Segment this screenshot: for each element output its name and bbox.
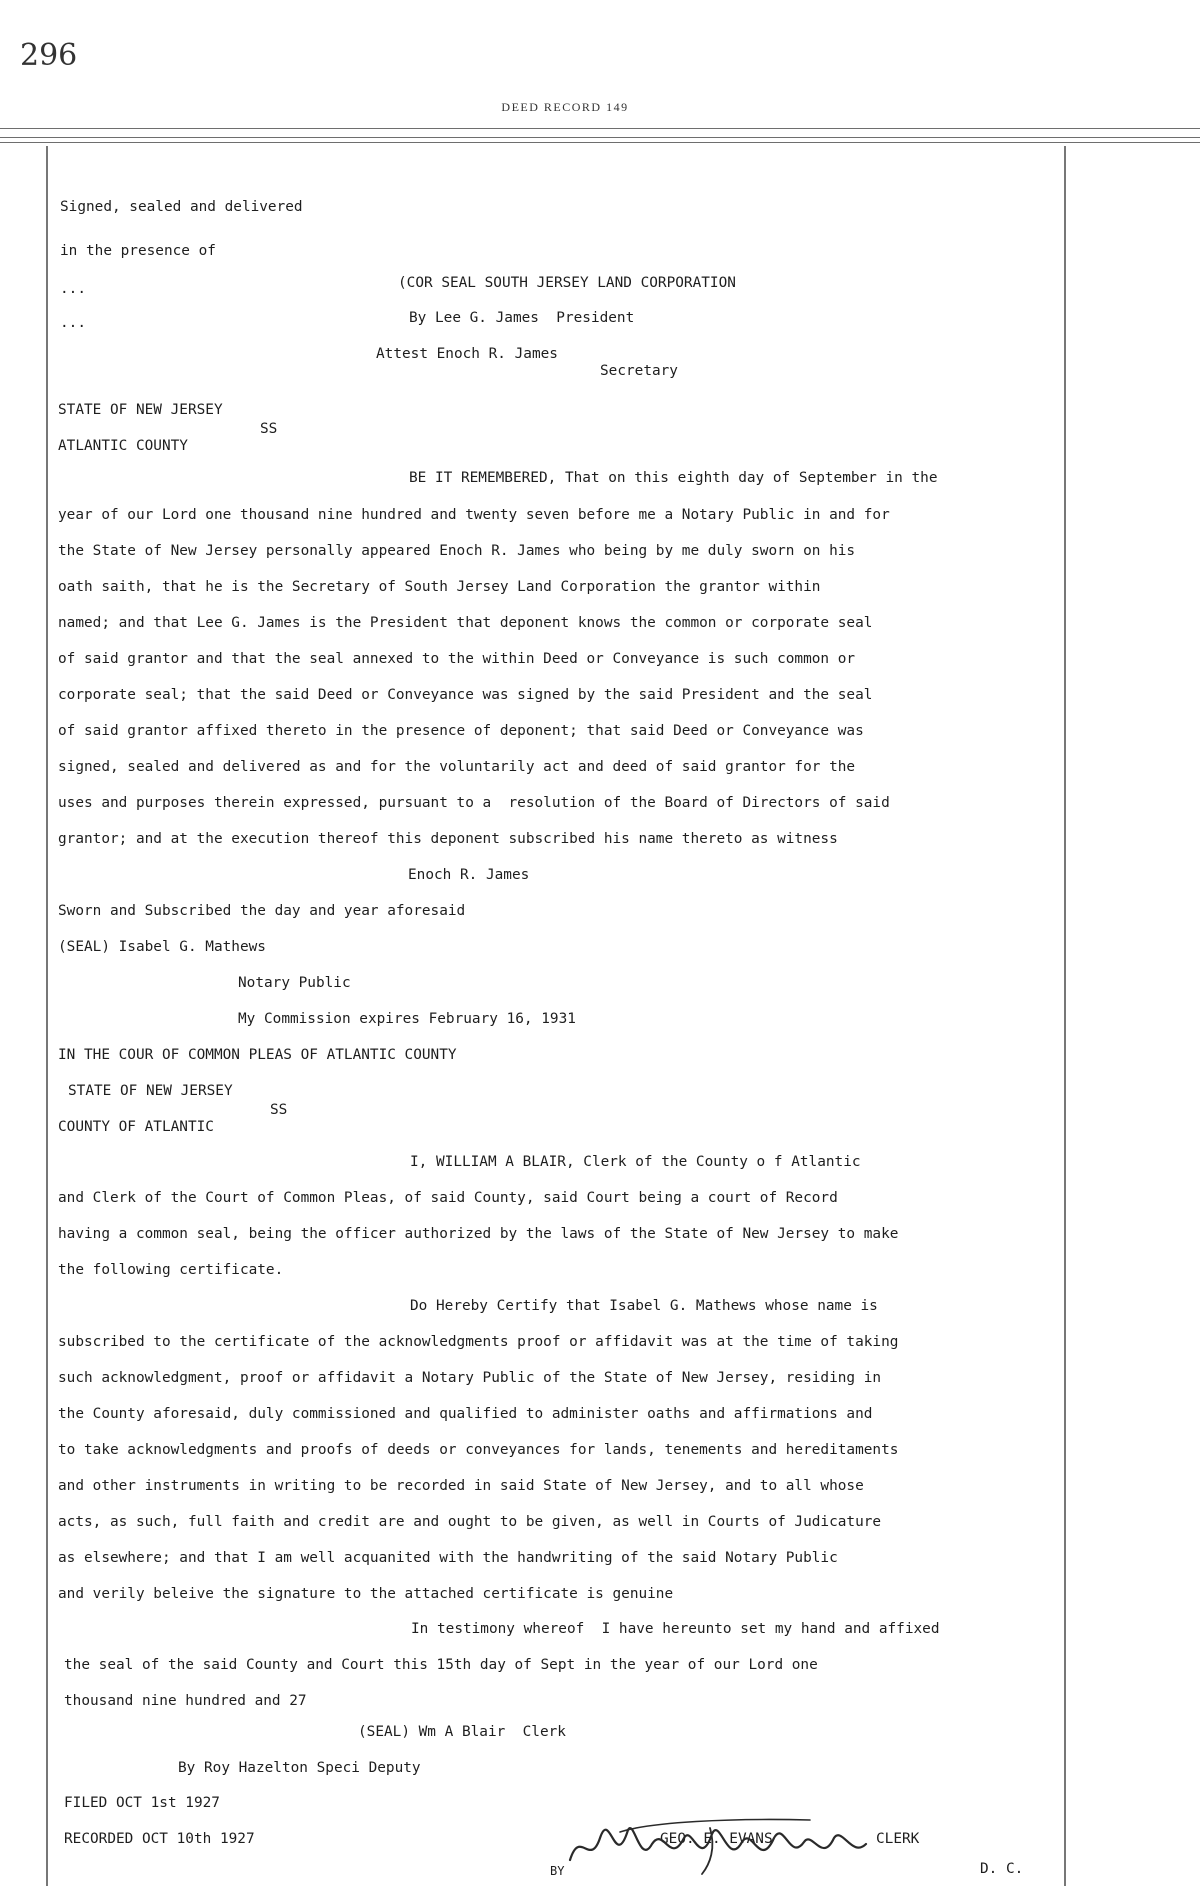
acknowledgment-line: uses and purposes therein expressed, pursuant to a resolution of the Board of Directors of said: [58, 795, 890, 811]
certificate-line: such acknowledgment, proof or affidavit a Notary Public of the State of New Jersey, residing in: [58, 1370, 882, 1386]
clerk-seal-line: (SEAL) Wm A Blair Clerk: [358, 1724, 566, 1740]
court-ss: SS: [270, 1102, 288, 1118]
acknowledgment-line: of said grantor and that the seal annexed to the within Deed or Conveyance is such common or: [58, 651, 856, 667]
witness-line: ...: [60, 281, 86, 297]
by-label: BY: [550, 1864, 565, 1878]
court-state: STATE OF NEW JERSEY: [68, 1083, 233, 1099]
county-clerk-name: GEO. E. EVANS: [660, 1831, 773, 1847]
witness-line: ...: [60, 315, 86, 331]
acknowledgment-line: year of our Lord one thousand nine hundred and twenty seven before me a Notary Public in and for: [58, 507, 890, 523]
certificate-line: Do Hereby Certify that Isabel G. Mathews whose name is: [410, 1298, 878, 1314]
certificate-line: having a common seal, being the officer authorized by the laws of the State of New Jersey to make: [58, 1226, 899, 1242]
acknowledgment-line: oath saith, that he is the Secretary of South Jersey Land Corporation the grantor within: [58, 579, 821, 595]
venue-state: STATE OF NEW JERSEY: [58, 402, 223, 418]
secretary-title: Secretary: [600, 363, 678, 379]
acknowledgment-line: the State of New Jersey personally appeared Enoch R. James who being by me duly sworn on his: [58, 543, 856, 559]
deputy-line: By Roy Hazelton Speci Deputy: [178, 1760, 421, 1776]
header-rule: [0, 128, 1200, 129]
certificate-line: and other instruments in writing to be recorded in said State of New Jersey, and to all whose: [58, 1478, 864, 1494]
acknowledgment-line: BE IT REMEMBERED, That on this eighth day of September in the: [409, 470, 938, 486]
header-rule: [0, 137, 1200, 138]
deponent-signature: Enoch R. James: [408, 867, 530, 883]
certificate-line: subscribed to the certificate of the acknowledgments proof or affidavit was at the time of taking: [58, 1334, 899, 1350]
court-heading: IN THE COUR OF COMMON PLEAS OF ATLANTIC COUNTY: [58, 1047, 457, 1063]
acknowledgment-line: named; and that Lee G. James is the President that deponent knows the common or corporate seal: [58, 615, 873, 631]
county-clerk-title: CLERK: [876, 1831, 920, 1847]
certificate-line: acts, as such, full faith and credit are and ought to be given, as well in Courts of Judicature: [58, 1514, 882, 1530]
certificate-line: thousand nine hundred and 27: [64, 1693, 307, 1709]
left-margin-line: [46, 146, 48, 1886]
page-number: 296: [20, 38, 78, 73]
attest-line: Attest Enoch R. James: [376, 346, 558, 362]
certificate-line: the seal of the said County and Court this 15th day of Sept in the year of our Lord one: [64, 1657, 818, 1673]
header-rule: [0, 142, 1200, 143]
certificate-line: and verily beleive the signature to the attached certificate is genuine: [58, 1586, 674, 1602]
certificate-line: the County aforesaid, duly commissioned and qualified to administer oaths and affirmations and: [58, 1406, 873, 1422]
certificate-line: I, WILLIAM A BLAIR, Clerk of the County o f Atlantic: [410, 1154, 861, 1170]
notary-seal-line: (SEAL) Isabel G. Mathews: [58, 939, 266, 955]
certificate-line: to take acknowledgments and proofs of deeds or conveyances for lands, tenements and hereditaments: [58, 1442, 899, 1458]
certificate-line: In testimony whereof I have hereunto set my hand and affixed: [411, 1621, 940, 1637]
certificate-line: as elsewhere; and that I am well acquanited with the handwriting of the said Notary Public: [58, 1550, 838, 1566]
acknowledgment-line: of said grantor affixed thereto in the presence of deponent; that said Deed or Conveyance was: [58, 723, 864, 739]
certificate-line: the following certificate.: [58, 1262, 284, 1278]
deputy-clerk-abbrev: D. C.: [980, 1861, 1024, 1877]
signed-sealed-line: Signed, sealed and delivered: [60, 199, 303, 215]
court-county: COUNTY OF ATLANTIC: [58, 1119, 214, 1135]
corporate-seal-line: (COR SEAL SOUTH JERSEY LAND CORPORATION: [398, 275, 736, 291]
notary-title: Notary Public: [238, 975, 351, 991]
commission-line: My Commission expires February 16, 1931: [238, 1011, 576, 1027]
acknowledgment-line: signed, sealed and delivered as and for the voluntarily act and deed of said grantor for the: [58, 759, 856, 775]
recorded-line: RECORDED OCT 10th 1927: [64, 1831, 255, 1847]
filed-line: FILED OCT 1st 1927: [64, 1795, 220, 1811]
handwritten-signature: [560, 1808, 920, 1880]
book-title: DEED RECORD 149: [501, 100, 629, 114]
presence-line: in the presence of: [60, 243, 216, 259]
certificate-line: and Clerk of the Court of Common Pleas, of said County, said Court being a court of Record: [58, 1190, 838, 1206]
acknowledgment-line: corporate seal; that the said Deed or Conveyance was signed by the said President and the seal: [58, 687, 873, 703]
acknowledgment-line: grantor; and at the execution thereof this deponent subscribed his name thereto as witness: [58, 831, 838, 847]
venue-county: ATLANTIC COUNTY: [58, 438, 188, 454]
president-signature-line: By Lee G. James President: [409, 310, 635, 326]
right-margin-line: [1064, 146, 1066, 1886]
sworn-line: Sworn and Subscribed the day and year aforesaid: [58, 903, 466, 919]
venue-ss: SS: [260, 421, 278, 437]
